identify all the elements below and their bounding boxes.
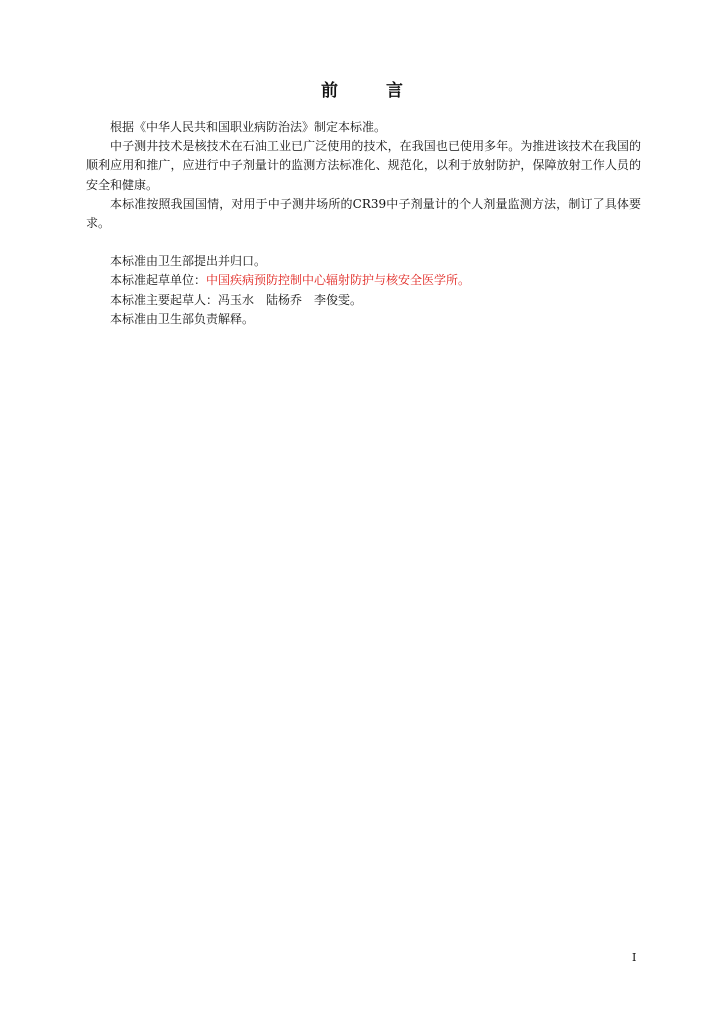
drafting-unit-label: 本标准起草单位： — [110, 273, 207, 288]
drafting-unit-value: 中国疾病预防控制中心辐射防护与核安全医学所。 — [206, 273, 471, 288]
page-title — [0, 76, 724, 101]
info-drafters: 本标准主要起草人：冯玉水 陆杨乔 李俊雯。 — [110, 292, 363, 307]
paragraph-legal-basis: 根据《中华人民共和国职业病防治法》制定本标准。 — [110, 120, 387, 134]
info-interpretation: 本标准由卫生部负责解释。 — [110, 311, 255, 326]
paragraph-background: 中子测井技术是核技术在石油工业已广泛使用的技术，在我国也已使用多年。为推进该技术在我国的顺利应用和推广，应进行中子剂量计的监测方法标准化、规范化，以利于放射防护，保障放射工作人员的安全和健康。 — [86, 139, 641, 192]
title-char-2: 言 — [386, 81, 403, 101]
info-drafting-unit — [86, 271, 641, 290]
info-proposer: 本标准由卫生部提出并归口。 — [110, 254, 267, 269]
foreword-body — [86, 118, 641, 329]
paragraph-spacer — [86, 233, 641, 252]
paragraph-scope: 本标准按照我国国情，对用于中子测井场所的CR39中子剂量计的个人剂量监测方法，制订了具体要求。 — [86, 196, 641, 231]
page-number: I — [632, 951, 637, 964]
title-char-1: 前 — [321, 81, 338, 101]
